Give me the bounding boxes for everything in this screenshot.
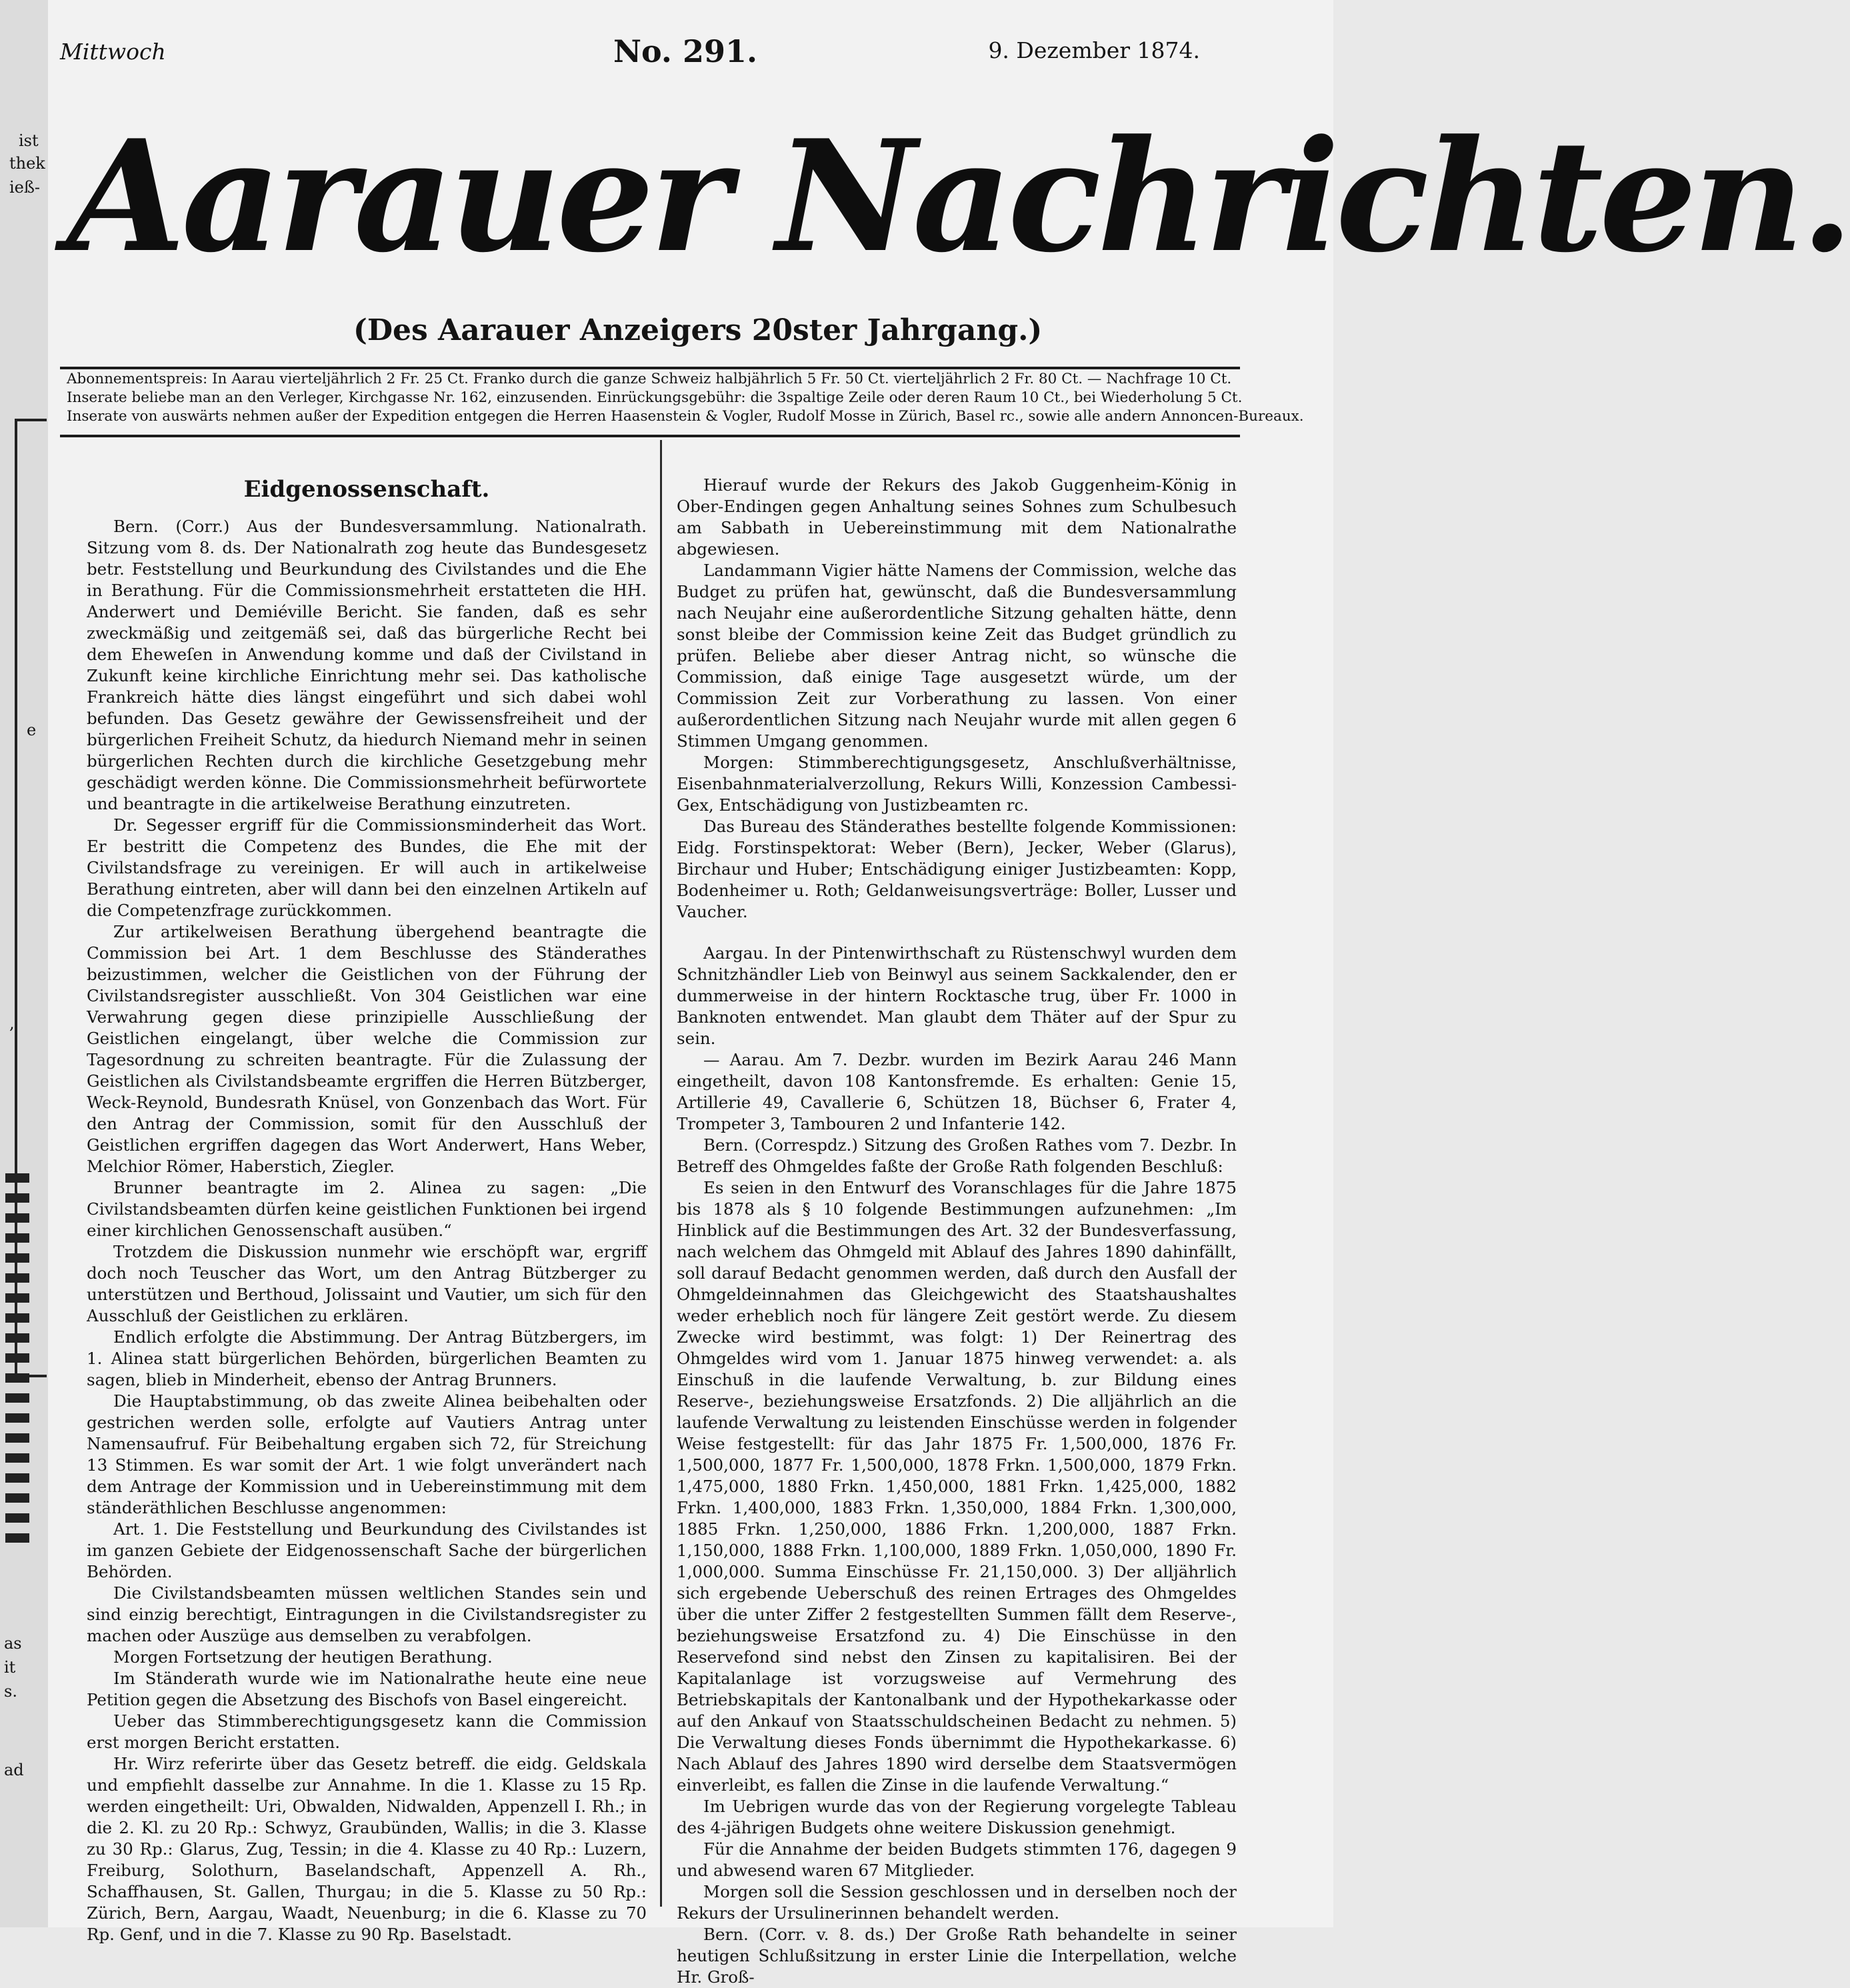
article-paragraph: Das Bureau des Ständerathes bestellte folgende Kommissionen: Eidg. Forstinspektorat: Weber (Bern), Jecker, Weber (Glarus), Birchaur und Huber; Entschädigung einiger Justizbeamten: Kopp, Bodenheimer u. Roth; Geldanweisungsverträge: Boller, Lusser und Vaucher. — [677, 817, 1237, 921]
article-paragraph: — Aarau. Am 7. Dezbr. wurden im Bezirk Aarau 246 Mann eingetheilt, davon 108 Kantonsfremde. Es erhalten: Genie 15, Artillerie 49, Cavallerie 6, Schützen 18, Büchser 6, Frater 4, Trompeter 3, Tambouren 2 und Infanterie 142. — [677, 1050, 1237, 1133]
right-column — [677, 475, 1237, 1988]
edge-fragment: ieß- — [9, 178, 41, 197]
article-paragraph: Bern. (Corr.) Aus der Bundesversammlung. Nationalrath. Sitzung vom 8. ds. Der Nationalrath zog heute das Bundesgesetz betr. Feststellung und Beurkundung des Civilstandes und die Ehe in Berathung. Für die Commissionsmehrheit erstatteten die HH. Anderwert und Demiéville Bericht. Sie fanden, daß es sehr zweckmäßig und zeitgemäß sei, daß das bürgerliche Recht bei dem Eheweſen in Anwendung komme und daß der Civilstand in Zukunft keine kirchliche Einrichtung mehr sei. Das katholische Frankreich hätte dies längst eingeführt und sich dabei wohl befunden. Das Gesetz gewähre der Gewissensfreiheit und der bürgerlichen Freiheit Schutz, da hiedurch Niemand mehr in seinen bürgerlichen Rechten durch die kirchliche Gesetzgebung mehr geschädigt werden könne. Die Commissionsmehrheit befürwortete und beantragte in die artikelweise Berathung einzutreten. — [87, 517, 647, 813]
header-rule-bottom — [60, 435, 1240, 437]
edge-fragment: thek — [9, 154, 45, 173]
subscription-line: Abonnementspreis: In Aarau vierteljährlich 2 Fr. 25 Ct. Franko durch die ganze Schweiz halbjährlich 5 Fr. 50 Ct. vierteljährlich 2 Fr. 80 Ct. — Nachfrage 10 Ct. — [67, 371, 1232, 387]
article-paragraph: Bern. (Corr. v. 8. ds.) Der Große Rath behandelte in seiner heutigen Schlußsitzung in erster Linie die Interpellation, welche Hr. Groß- — [677, 1925, 1237, 1987]
adjacent-page-edge — [0, 0, 48, 1927]
article-paragraph: Morgen: Stimmberechtigungsgesetz, Anschlußverhältnisse, Eisenbahnmaterialverzollung, Rekurs Willi, Konzession Cambessi-Gex, Entschädigung von Justizbeamten rc. — [677, 753, 1237, 815]
header-rule — [60, 367, 1240, 369]
left-column — [87, 476, 647, 1945]
article-paragraph: Morgen Fortsetzung der heutigen Berathung. — [113, 1647, 493, 1667]
newspaper-subtitle: (Des Aarauer Anzeigers 20ster Jahrgang.) — [353, 313, 1043, 347]
article-paragraph: Art. 1. Die Feststellung und Beurkundung des Civilstandes ist im ganzen Gebiete der Eidgenossenschaft Sache der bürgerlichen Behörden. — [87, 1519, 647, 1581]
edge-fragment: it — [4, 1658, 16, 1677]
article-paragraph: Im Uebrigen wurde das von der Regierung vorgelegte Tableau des 4-jährigen Budgets ohne weitere Diskussion genehmigt. — [677, 1797, 1237, 1837]
article-paragraph: Für die Annahme der beiden Budgets stimmten 176, dagegen 9 und abwesend waren 67 Mitglieder. — [677, 1839, 1237, 1880]
article-paragraph: Brunner beantragte im 2. Alinea zu sagen: „Die Civilstandsbeamten dürfen keine geistlichen Funktionen bei irgend einer kirchlichen Genossenschaft ausüben.“ — [87, 1178, 647, 1240]
article-paragraph: Zur artikelweisen Berathung übergehend beantragte die Commission bei Art. 1 dem Beschlusse des Ständerathes beizustimmen, welcher die Geistlichen von der Führung der Civilstandsregister ausschließt. Von 304 Geistlichen war eine Verwahrung gegen diese prinzipielle Ausschließung der Geistlichen eingelangt, über welche die Commission zur Tagesordnung zu schreiten beantragte. Für die Zulassung der Geistlichen als Civilstandsbeamte ergriffen die Herren Bützberger, Weck-Reynold, Bundesrath Knüsel, von Gonzenbach das Wort. Für den Antrag der Commission, somit für den Ausschluß der Geistlichen ergriffen dagegen das Wort Anderwert, Hans Weber, Melchior Römer, Haberstich, Ziegler. — [87, 922, 647, 1176]
article-paragraph: Die Hauptabstimmung, ob das zweite Alinea beibehalten oder gestrichen werden solle, erfolgte auf Vautiers Antrag unter Namensaufruf. Für Beibehaltung ergaben sich 72, für Streichung 13 Stimmen. Es war somit der Art. 1 wie folgt unverändert nach dem Antrage der Kommission und in Uebereinstimmung mit dem ständeräthlichen Beschlusse angenommen: — [87, 1391, 647, 1517]
article-paragraph: Die Civilstandsbeamten müssen weltlichen Standes sein und sind einzig berechtigt, Eintragungen in die Civilstandsregister zu machen oder Auszüge aus demselben zu verabfolgen. — [87, 1583, 647, 1645]
edge-ornament-chain — [5, 1173, 29, 1547]
article-paragraph: Hierauf wurde der Rekurs des Jakob Guggenheim-König in Ober-Endingen gegen Anhaltung seines Sohnes zum Schulbesuch am Sabbath in Uebereinstimmung mit dem Nationalrathe abgewiesen. — [677, 475, 1237, 559]
edge-fragment: e — [27, 721, 37, 739]
section-title: Eidgenossenschaft. — [243, 476, 490, 503]
weekday: Mittwoch — [60, 39, 166, 65]
column-divider — [660, 440, 662, 1907]
article-paragraph: Hr. Wirz referirte über das Gesetz betreff. die eidg. Geldskala und empfiehlt dasselbe zur Annahme. In die 1. Klasse zu 15 Rp. werden eingetheilt: Uri, Obwalden, Nidwalden, Appenzell I. Rh.; in die 2. Kl. zu 20 Rp.: Schwyz, Graubünden, Wallis; in die 3. Klasse zu 30 Rp.: Glarus, Zug, Tessin; in die 4. Klasse zu 40 Rp.: Luzern, Freiburg, Solothurn, Baselandschaft, Appenzell A. Rh., Schaffhausen, St. Gallen, Thurgau; in die 5. Klasse zu 50 Rp.: Zürich, Bern, Aargau, Waadt, Neuenburg; in die 6. Klasse zu 70 Rp. Genf, und in die 7. Klasse zu 90 Rp. Baselstadt. — [87, 1754, 647, 1944]
subscription-info — [67, 370, 1304, 426]
article-paragraph: Bern. (Correspdz.) Sitzung des Großen Rathes vom 7. Dezbr. In Betreff des Ohmgeldes faßte der Große Rath folgenden Beschluß: — [677, 1135, 1237, 1176]
article-paragraph: Trotzdem die Diskussion nunmehr wie erschöpft war, ergriff doch noch Teuscher das Wort, um den Antrag Bützberger zu unterstützen und Berthoud, Jolissaint und Vautier, um sich für den Ausschluß der Geistlichen zu erklären. — [87, 1242, 647, 1325]
article-paragraph: Landammann Vigier hätte Namens der Commission, welche das Budget zu prüfen hat, gewünscht, daß die Bundesversammlung nach Neujahr eine außerordentliche Sitzung gehalten hätte, denn sonst bleibe der Commission keine Zeit das Budget gründlich zu prüfen. Beliebe aber dieser Antrag nicht, so wünsche die Commission, daß einige Tage ausgesetzt würde, um der Commission Zeit zur Vorberathung zu lassen. Von einer außerordentlichen Sitzung nach Neujahr wurde mit allen gegen 6 Stimmen Umgang genommen. — [677, 561, 1237, 751]
article-paragraph: Es seien in den Entwurf des Voranschlages für die Jahre 1875 bis 1878 als § 10 folgende Bestimmungen aufzunehmen: „Im Hinblick auf die Bestimmungen des Art. 32 der Bundesverfassung, nach welchem das Ohmgeld mit Ablauf des Jahres 1890 dahinfällt, soll darauf Bedacht genommen werden, daß durch den Ausfall der Ohmgeldeinnahmen das Gleichgewicht des Staatshaushaltes weder erheblich noch für längere Zeit gestört werde. Zu diesem Zwecke wird bestimmt, was folgt: 1) Der Reinertrag des Ohmgeldes wird vom 1. Januar 1875 hinweg verwendet: a. als Einschuß in die laufende Verwaltung, b. zur Bildung eines Reserve-, beziehungsweise Ersatzfonds. 2) Die alljährlich an die laufende Verwaltung zu leistenden Einschüsse werden in folgender Weise festgestellt: für das Jahr 1875 Fr. 1,500,000, 1876 Fr. 1,500,000, 1877 Fr. 1,500,000, 1878 Frkn. 1,500,000, 1879 Frkn. 1,475,000, 1880 Frkn. 1,450,000, 1881 Frkn. 1,425,000, 1882 Frkn. 1,400,000, 1883 Frkn. 1,350,000, 1884 Frkn. 1,300,000, 1885 Frkn. 1,250,000, 1886 Frkn. 1,200,000, 1887 Frkn. 1,150,000, 1888 Frkn. 1,100,000, 1889 Frkn. 1,050,000, 1890 Fr. 1,000,000. Summa Einschüsse Fr. 21,150,000. 3) Der alljährlich sich ergebende Ueberschuß des reinen Ertrages des Ohmgeldes über die unter Ziffer 2 festgestellten Summen fällt dem Reserve-, beziehungsweise Ersatzfond zu. 4) Die Einschüsse in den Reservefond sind nebst den Zinsen zu kapitalisiren. Bei der Kapitalanlage ist vorzugsweise auf Vermehrung des Betriebskapitals der Kantonalbank und der Hypothekarkasse oder auf den Ankauf von Staatsschuldscheinen Bedacht zu nehmen. 5) Die Verwaltung dieses Fonds übernimmt die Hypothekarkasse. 6) Nach Ablauf des Jahres 1890 wird derselbe dem Staatsvermögen einverleibt, es fallen die Zinse in die laufende Verwaltung.“ — [677, 1178, 1237, 1795]
edge-fragment: as — [4, 1634, 22, 1653]
article-paragraph: Im Ständerath wurde wie im Nationalrathe heute eine neue Petition gegen die Absetzung des Bischofs von Basel eingereicht. — [87, 1669, 647, 1709]
newspaper-title: Aarauer Nachrichten. — [67, 107, 1850, 287]
article-paragraph: Endlich erfolgte die Abstimmung. Der Antrag Bützbergers, im 1. Alinea statt bürgerlichen Behörden, bürgerlichen Beamten zu sagen, blieb in Minderheit, ebenso der Antrag Brunners. — [87, 1327, 647, 1389]
edge-fragment: s. — [4, 1682, 17, 1701]
subscription-line: Inserate von auswärts nehmen außer der Expedition entgegen die Herren Haasenstein & Vogler, Rudolf Mosse in Zürich, Basel rc., sowie alle andern Annoncen-Bureaux. — [67, 408, 1304, 425]
edge-fragment: ist — [19, 131, 39, 150]
edge-fragment: , — [9, 1014, 15, 1033]
paragraph-gap — [677, 923, 1237, 943]
edge-fragment: ad — [4, 1761, 24, 1779]
issue-date: 9. Dezember 1874. — [988, 37, 1200, 63]
issue-number: No. 291. — [613, 33, 757, 69]
article-paragraph: Aargau. In der Pintenwirthschaft zu Rüstenschwyl wurden dem Schnitzhändler Lieb von Beinwyl aus seinem Sackkalender, den er dummerweise in der hintern Rocktasche trug, über Fr. 1000 in Banknoten entwendet. Man glaubt dem Thäter auf der Spur zu sein. — [677, 943, 1237, 1048]
issue-header — [60, 33, 1200, 73]
article-paragraph: Dr. Segesser ergriff für die Commissionsminderheit das Wort. Er bestritt die Competenz des Bundes, die Ehe mit der Civilstandsfrage zu vereinigen. Er will auch in artikelweise Berathung eintreten, aber will dann bei den einzelnen Artikeln auf die Competenzfrage zurückkommen. — [87, 815, 647, 920]
subscription-line: Inserate beliebe man an den Verleger, Kirchgasse Nr. 162, einzusenden. Einrückungsgebühr: die 3spaltige Zeile oder deren Raum 10 Ct., bei Wiederholung 5 Ct. — [67, 389, 1243, 406]
article-paragraph: Morgen soll die Session geschlossen und in derselben noch der Rekurs der Ursulinerinnen behandelt werden. — [677, 1882, 1237, 1923]
article-paragraph: Ueber das Stimmberechtigungsgesetz kann die Commission erst morgen Bericht erstatten. — [87, 1711, 647, 1752]
